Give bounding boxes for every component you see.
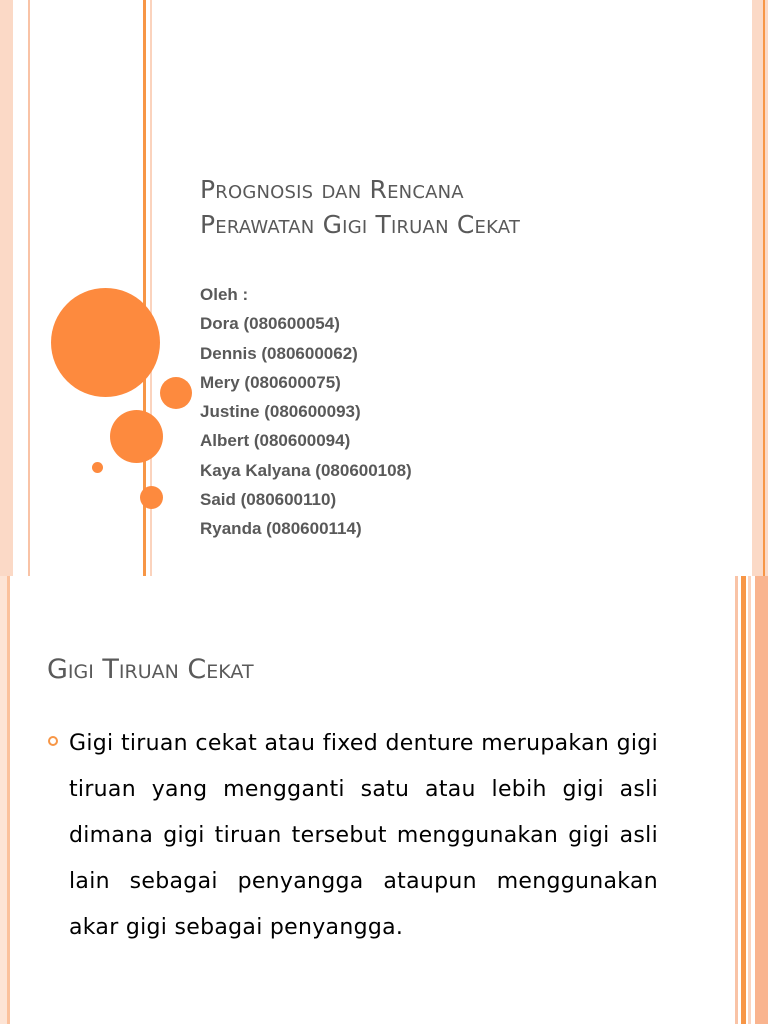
right-stripe-4 — [755, 576, 768, 1024]
large-circle-decoration — [51, 288, 160, 397]
content-slide — [0, 576, 768, 1024]
left-stripe-orange — [7, 576, 10, 1024]
slide-title-line-1: Prognosis dan Rencana — [200, 175, 464, 204]
bullet-text: Gigi tiruan cekat atau fixed denture merupakan gigi tiruan yang mengganti satu atau lebih gigi asli dimana gigi tiruan tersebut menggunakan gigi asli lain sebagai penyangga ataupun menggunakan akar gigi sebagai penyangga. — [69, 731, 658, 940]
left-stripe-peach — [0, 576, 7, 1024]
author-item: Mery (080600075) — [200, 372, 341, 392]
tiny-circle-decoration — [92, 462, 103, 473]
author-item: Albert (080600094) — [200, 431, 351, 451]
content-slide-title: Gigi Tiruan Cekat — [47, 654, 254, 685]
author-item: Justine (080600093) — [200, 402, 361, 422]
ring-bullet-icon — [48, 736, 58, 746]
small-circle-decoration — [160, 377, 192, 409]
author-item: Said (080600110) — [200, 490, 337, 510]
author-item: Dora (080600054) — [200, 314, 340, 334]
authors-heading: Oleh : — [200, 285, 249, 304]
right-stripe-peach — [752, 0, 768, 576]
author-item: Ryanda (080600114) — [200, 519, 362, 539]
slide-title-line-2: Perawatan Gigi Tiruan Cekat — [200, 210, 521, 239]
author-item: Dennis (080600062) — [200, 343, 358, 363]
right-stripe-1 — [735, 576, 738, 1024]
author-item: Kaya Kalyana (080600108) — [200, 460, 412, 480]
right-stripe-2 — [741, 576, 746, 1024]
authors-list — [200, 280, 412, 544]
slide-title — [200, 172, 720, 242]
right-stripe-3 — [748, 576, 751, 1024]
left-stripe-peach — [0, 0, 13, 576]
medium-circle-decoration — [110, 410, 163, 463]
left-stripe-thin-1 — [28, 0, 30, 576]
small-circle-decoration-2 — [140, 486, 163, 509]
right-stripe-thin — [763, 0, 765, 576]
